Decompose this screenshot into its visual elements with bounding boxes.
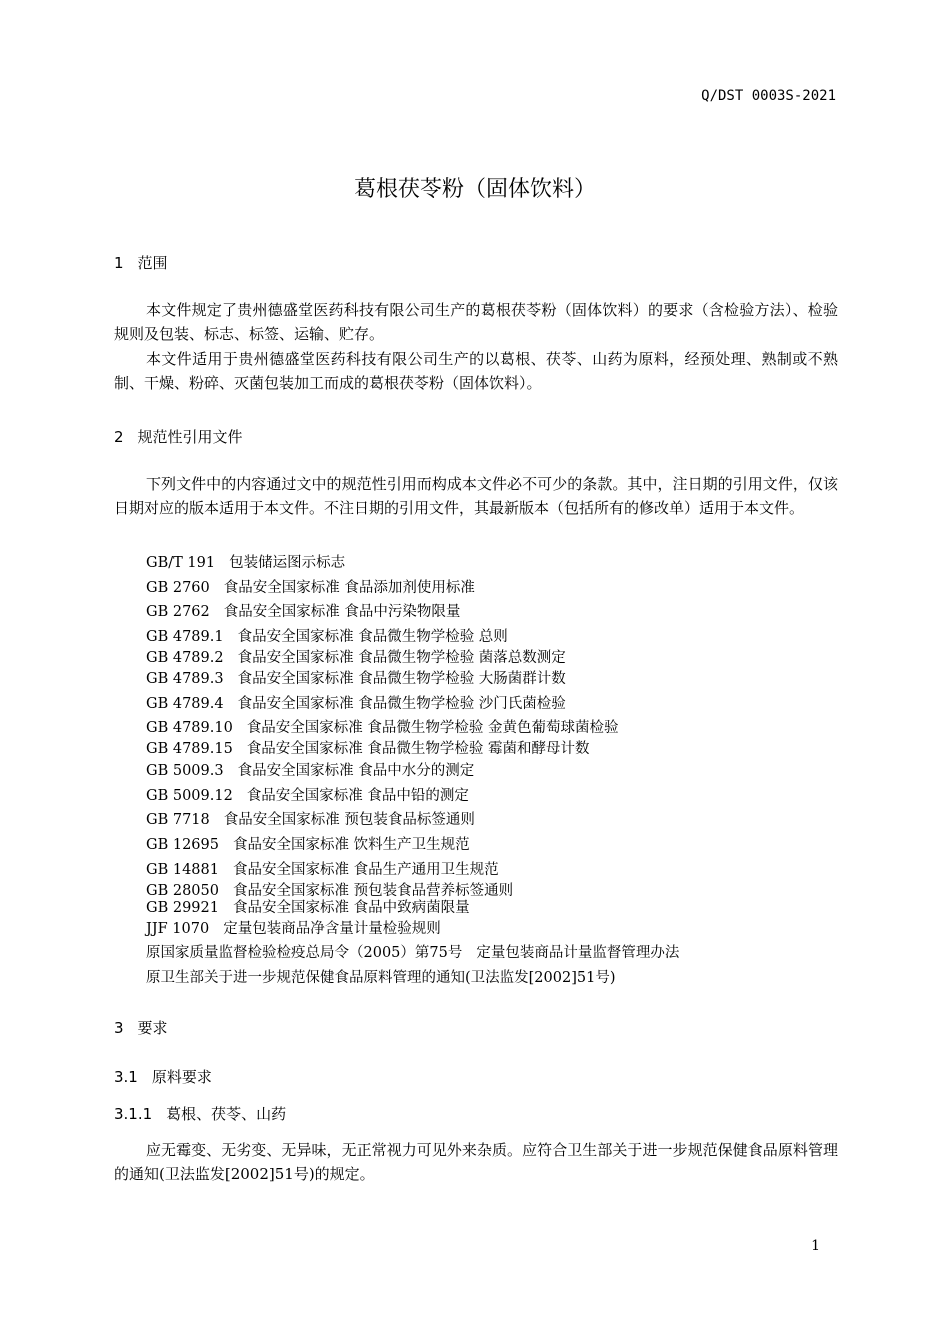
- reference-title: 食品安全国家标准 食品中铅的测定: [246, 788, 469, 804]
- reference-title: 食品安全国家标准 食品添加剂使用标准: [223, 580, 475, 596]
- reference-item: [146, 576, 475, 597]
- reference-code: GB 7718: [146, 812, 210, 828]
- reference-item: [146, 667, 566, 688]
- reference-code: GB 2760: [146, 580, 210, 596]
- reference-title: 食品安全国家标准 食品生产通用卫生规范: [232, 862, 499, 878]
- reference-item: [146, 941, 679, 962]
- reference-item: [146, 833, 470, 854]
- reference-item: [146, 858, 499, 879]
- section-number: 2: [114, 428, 124, 446]
- reference-code: GB/T 191: [146, 555, 216, 571]
- reference-title: 包装储运图示标志: [229, 555, 346, 571]
- subsection-3-1-1-heading: [114, 1103, 286, 1124]
- section-1-heading: [114, 252, 168, 273]
- section-title: 范围: [137, 254, 168, 272]
- reference-item: [146, 917, 441, 938]
- document-code: Q/DST 0003S-2021: [701, 88, 836, 104]
- section-number: 3.1: [114, 1068, 138, 1086]
- reference-code: GB 4789.15: [146, 741, 233, 757]
- section-title: 葛根、茯苓、山药: [166, 1105, 287, 1123]
- reference-item: [146, 966, 615, 987]
- reference-title: 定量包装商品计量监督管理办法: [476, 945, 680, 961]
- reference-code: GB 5009.3: [146, 763, 224, 779]
- reference-title: 食品安全国家标准 食品中污染物限量: [223, 604, 461, 620]
- reference-item: [146, 896, 470, 917]
- section-number: 3: [114, 1019, 124, 1037]
- reference-item: [146, 716, 619, 737]
- reference-item: [146, 784, 469, 805]
- reference-item: [146, 646, 566, 667]
- reference-title: 食品安全国家标准 食品微生物学检验 大肠菌群计数: [237, 671, 566, 687]
- reference-title: 食品安全国家标准 食品微生物学检验 沙门氏菌检验: [237, 696, 566, 712]
- reference-item: [146, 759, 474, 780]
- reference-code: GB 14881: [146, 862, 219, 878]
- reference-code: JJF 1070: [146, 921, 210, 937]
- reference-title: 定量包装商品净含量计量检验规则: [223, 921, 441, 937]
- reference-code: GB 4789.3: [146, 671, 224, 687]
- document-title: 葛根茯苓粉（固体饮料）: [353, 177, 596, 202]
- reference-code: GB 4789.10: [146, 720, 233, 736]
- section-title: 要求: [137, 1019, 168, 1037]
- reference-item: [146, 600, 460, 621]
- reference-title: 食品安全国家标准 食品微生物学检验 菌落总数测定: [237, 650, 566, 666]
- reference-code: GB 4789.2: [146, 650, 224, 666]
- section-1-paragraph-1: 本文件规定了贵州德盛堂医药科技有限公司生产的葛根茯苓粉（固体饮料）的要求（含检验方法）、检验规则及包装、标志、标签、运输、贮存。: [114, 301, 838, 343]
- section-title: 规范性引用文件: [137, 428, 243, 446]
- reference-code: 原国家质量监督检验检疫总局令（2005）第75号: [146, 945, 463, 961]
- section-1-paragraph-2: 本文件适用于贵州德盛堂医药科技有限公司生产的以葛根、茯苓、山药为原料，经预处理、熟制或不熟制、干燥、粉碎、灭菌包装加工而成的葛根茯苓粉（固体饮料）。: [114, 350, 838, 392]
- reference-title: 原卫生部关于进一步规范保健食品原料管理的通知(卫法监发[2002]51号): [146, 970, 616, 986]
- reference-item: [146, 737, 590, 758]
- subsection-3-1-heading: [114, 1066, 212, 1087]
- reference-title: 食品安全国家标准 食品微生物学检验 金黄色葡萄球菌检验: [246, 720, 619, 736]
- reference-title: 食品安全国家标准 预包装食品标签通则: [223, 812, 475, 828]
- reference-code: GB 29921: [146, 900, 219, 916]
- reference-title: 食品安全国家标准 食品中水分的测定: [237, 763, 475, 779]
- reference-code: GB 4789.4: [146, 696, 224, 712]
- reference-item: [146, 692, 566, 713]
- section-number: 3.1.1: [114, 1105, 153, 1123]
- section-2-intro: 下列文件中的内容通过文中的规范性引用而构成本文件必不可少的条款。其中，注日期的引用文件，仅该日期对应的版本适用于本文件。不注日期的引用文件，其最新版本（包括所有的修改单）适用于本文件。: [114, 475, 838, 517]
- reference-code: GB 4789.1: [146, 629, 224, 645]
- reference-title: 食品安全国家标准 食品微生物学检验 霉菌和酵母计数: [246, 741, 590, 757]
- reference-title: 食品安全国家标准 预包装食品营养标签通则: [232, 883, 514, 899]
- subsection-3-1-1-paragraph: 应无霉变、无劣变、无异味，无正常视力可见外来杂质。应符合卫生部关于进一步规范保健食品原料管理的通知(卫法监发[2002]51号)的规定。: [114, 1141, 838, 1183]
- reference-code: GB 2762: [146, 604, 210, 620]
- section-3-heading: [114, 1017, 168, 1038]
- section-2-heading: [114, 426, 243, 447]
- page-number: 1: [811, 1238, 820, 1254]
- reference-code: GB 28050: [146, 883, 219, 899]
- reference-code: GB 5009.12: [146, 788, 233, 804]
- reference-title: 食品安全国家标准 食品微生物学检验 总则: [237, 629, 508, 645]
- section-title: 原料要求: [151, 1068, 212, 1086]
- reference-item: [146, 808, 475, 829]
- reference-title: 食品安全国家标准 饮料生产卫生规范: [232, 837, 470, 853]
- reference-title: 食品安全国家标准 食品中致病菌限量: [232, 900, 470, 916]
- reference-item: [146, 551, 345, 572]
- reference-code: GB 12695: [146, 837, 219, 853]
- section-number: 1: [114, 254, 124, 272]
- reference-item: [146, 625, 508, 646]
